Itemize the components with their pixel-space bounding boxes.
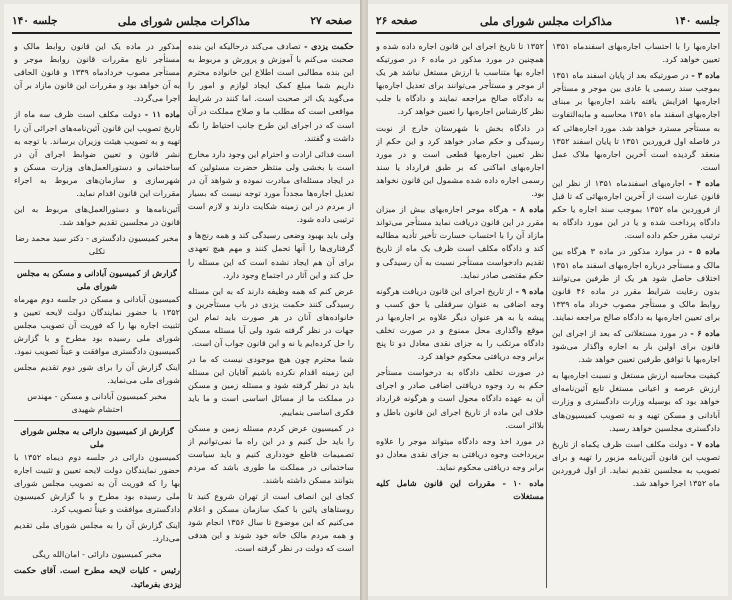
- book-gutter: [360, 0, 368, 600]
- paragraph: اینک گزارش آن را برای شور دوم تقدیم مجلس شورای ملی می‌نماید.: [14, 362, 180, 386]
- paragraph: آئین‌نامه‌ها و دستورالعمل‌های مربوط به این قانون در مجلسین تقدیم خواهد شد.: [14, 204, 180, 228]
- paragraph: عرض کنم که همه وظیفه دارند که به این مسئله رسیدگی کنند حکمت یزدی در باب مستأجرین و خانواده‌های آنان در هر صورت باید تمام این جهات در نظر گرفته شود ولی آیا مسئله مسکن را حل کرده‌ایم یا نه و این قانون جواب آن است.: [188, 285, 354, 349]
- paragraph: در مورد اخذ وجه دادگاه میتواند موجر را علاوه برپرداخت وجوه دریافتی به جزای نقدی معادل دو برابر وجه دریافتی محکوم نماید.: [376, 435, 544, 472]
- article-heading: ماده ۶ -: [690, 327, 720, 338]
- divider: [14, 420, 180, 421]
- column-divider: [180, 40, 181, 588]
- paragraph: ولی باید بهبود وضعی رسیدگی کند و همه رنج‌ها و گرفتاری‌ها را آنها تحمل کنند و مهم هیچ تعهدی برای آن هم ایجاد نشده است که این مسئله را حل کند و این آثار در اجتماع وجود دارد.: [188, 230, 354, 280]
- article-paragraph: ماده ۳ - در صورتیکه بعد از پایان اسفند ماه ۱۳۵۱ بموجب سند رسمی یا عادی بین موجر و مستأجر اجاره‌بها افزایش یافته باشد اجاره‌بها بر مبنای اجاره‌بهای اسفند ماه ۱۳۵۱ محاسبه و مابه‌التفاوت به مستأجر مسترد خواهد شد. مورد اجاره‌هائی که در فاصله اول فروردین ۱۳۵۱ تا پایان اسفند ۱۳۵۲ منعقد گردیده است آخرین اجاره‌بها ملاک عمل است.: [552, 70, 720, 172]
- report-heading: گزارش از کمیسیون آبادانی و مسکن به مجلس شورای ملی: [17, 267, 177, 291]
- article-heading: ماده ۸ -: [512, 204, 544, 215]
- text-column-left: [14, 40, 180, 590]
- paragraph: کجای این انصاف است از تهران شروع کنید تا روستاهای پائین با کمک سازمان مسکن و اعلام می‌کنیم که این موضوع تا سال ۱۳۵۶ انجام شود و همه مردم مالک خانه خود شوند و این هدفی است که دولت در نظر گرفته است.: [188, 491, 354, 554]
- paragraph: کمیسیون آبادانی و مسکن در جلسه دوم مهرماه ۱۳۵۲ با حضور نمایندگان دولت لایحه تعیین و تثبیت اجاره بها را که فوریت آن تصویب مجلس شورای ملی رسیده بود مطرح و با گزارش کمیسیون دادگستری موافقت و عیناً تصویب نمود.: [14, 293, 180, 357]
- speaker-name: حکمت یزدی -: [304, 41, 354, 51]
- paragraph: در کمیسیون عرض کردم مسئله زمین و مسکن را باید حل کنیم و در این راه ما نمی‌توانیم از تصمیمات قاطع خودداری کنیم و باید سیاست ساختمانی در مملکت ما طوری باشد که مردم بتوانند مسکن داشته باشند.: [188, 422, 354, 485]
- page-header: [376, 10, 720, 34]
- text-column-right: [188, 40, 354, 590]
- article-heading: ماده ۷ -: [690, 438, 720, 449]
- paragraph: اینک گزارش آن را به مجلس شورای ملی تقدیم می‌دارد.: [14, 520, 180, 544]
- page-header: [12, 10, 352, 34]
- column-divider: [546, 40, 547, 588]
- left-page: [4, 4, 360, 596]
- paragraph: مذکور در ماده یک این قانون روابط مالک و مستأجر تابع مقررات قانون روابط موجر و مستأجر مصوب خردادماه ۱۳۳۹ و قانون الحاقی به آن خواهد بود و مقررات این قانون مازاد بر آن اجرا می‌گردد.: [14, 41, 180, 104]
- article-heading: ماده ۹ -: [515, 285, 544, 296]
- article-heading: ماده ۴ -: [688, 177, 720, 188]
- page-number: صفحه ۲۷: [310, 15, 352, 27]
- session-number: جلسه ۱۴۰: [12, 15, 58, 27]
- article-paragraph: ماده ۸ - هرگاه موجر اجاره‌بهای بیش از میزان مقرر در این قانون دریافت نماید مستأجر می‌تواند مازاد آن را با احتساب خسارت تأخیر تأدیه مطالبه کند و دادگاه مکلف است ظرف یک ماه از تاریخ تقدیم دادخواست مستأجر نسبت به آن رسیدگی و حکم مقتضی صادر نماید.: [376, 204, 544, 280]
- signature-line: مخبر کمیسیون دادگستری - دکتر سید محمد رضا تکلی: [15, 233, 179, 257]
- journal-title: مذاکرات مجلس شورای ملی: [479, 14, 613, 28]
- divider: [14, 262, 180, 263]
- paragraph: اجاره‌بها را با احتساب اجاره‌بهای اسفندماه ۱۳۵۱ تعیین خواهد کرد.: [552, 41, 720, 65]
- paragraph: کمیسیون دارائی در جلسه دوم دیماه ۱۳۵۲ با حضور نمایندگان دولت لایحه تعیین و تثبیت اجاره بها را که فوریت آن به تصویب مجلس شورای ملی رسیده بود مطرح و با گزارش کمیسیون دادگستری موافقت و عیناً تصویب کرد.: [14, 451, 180, 515]
- article-heading: ماده ۵ -: [688, 246, 720, 257]
- text-column-right: [552, 40, 720, 590]
- article-paragraph: ماده ۵ - در موارد مذکور در ماده ۳ هرگاه بین مالک و مستأجر درباره اجاره‌بهای اسفند ماه ۱۳۵۱ اختلاف حاصل شود هر یک از طرفین می‌توانند بدون رعایت شرایط مقرر در ماده ۴۶ قانون روابط مالک و مستأجر مصوب خرداد ماه ۱۳۳۹ برای تعیین اجاره‌بها به دادگاه صالح مراجعه نمایند.: [552, 246, 720, 322]
- right-page: [368, 4, 728, 596]
- journal-title: مذاکرات مجلس شورای ملی: [117, 14, 251, 28]
- paragraph: رئیس - کلیات لایحه مطرح است. آقای حکمت یزدی بفرمائید.: [14, 565, 180, 589]
- article-paragraph: ماده ۱۱ - دولت مکلف است ظرف سه ماه از تاریخ تصویب این قانون آئین‌نامه‌های اجرائی آن را تهیه و به تصویب هیئت وزیران برساند. با توجه به نشر قانون و تعیین ضوابط اجرای آن در ساختمانی و دستورالعمل‌های وزارت مسکن و شهرسازی و سازمان‌های مربوط به اجراء مقررات این قانون اقدام نماید.: [14, 109, 180, 199]
- paragraph: ۱۳۵۲ تا تاریخ اجرای این قانون اجاره داده شده و همچنین در مورد مذکور در ماده ۶ در صورتیکه اجاره بها متناسب با ارزش مستغل نباشد هر یک از موجر و مستأجر می‌توانند برای تعدیل اجاره‌بها به دادگاه صالح مراجعه نمایند و دادگاه با جلب نظر کارشناس اجاره‌بها را تعیین خواهد کرد.: [376, 41, 544, 117]
- text-column-left: [376, 40, 544, 590]
- article-heading: ماده ۳ -: [691, 70, 720, 81]
- paragraph: شما محترم چون هیچ موجودی نیست که ما در این زمینه اقدام نکرده باشیم آقایان این مسئله باید در نظر گرفته شود و مسئله زمین و مسکن در مملکت ما از مسائل اساسی است و ما باید فکری اساسی بنماییم.: [188, 354, 354, 417]
- paragraph: در دادگاه بخش با شهرستان خارج از نوبت رسیدگی و حکم صادر خواهد کرد و این حکم از نظر تعیین اجاره‌بها قطعی است و در مورد اجاره‌بهای اماکنی که بر طبق قرارداد یا سند رسمی اجاره داده شده مشمول این قانون نخواهد بود.: [376, 122, 544, 199]
- paragraph: کیفیت محاسبه ارزش مستغل و نسبت اجاره‌بها به ارزش عرصه و اعیانی مستغل تابع آئین‌نامه‌ای خواهد بود که بوسیله وزارت دادگستری و وزارت آبادانی و مسکن تهیه و به تصویب کمیسیون‌های دادگستری مجلسین خواهد رسید.: [552, 370, 720, 433]
- article-paragraph: ماده ۶ - در مورد مستغلاتی که بعد از اجرای این قانون برای اولین بار به اجاره واگذار می‌شود اجاره‌بها با توافق طرفین تعیین خواهد شد.: [552, 327, 720, 365]
- paragraph: حکمت یزدی - تصادف می‌کند درحالیکه این بنده صحبت می‌کنم با آموزش و پرورش و مربوط به این بنده مطالبی است اطلاع این خانواده محترم داریم شما مبلغ کمک ایجاد لوازم و امور را می‌گوید یک اثر صحبت است. اما کنند در شرایط مواقعی است که مطلب ما و صلاح مملکت در آن است که در اجرای این طرح جانب احتیاط را نگه داشت و گفتند.: [188, 41, 354, 143]
- signature-line: مخبر کمیسیون آبادانی و مسکن - مهندس احتشام شهیدی: [27, 391, 167, 415]
- paragraph: در صورت تخلف دادگاه به درخواست مستأجر حکم به رد وجوه دریافتی اضافی صادر و اجرای آن به عهده دادگاه محول است و هرگونه قرارداد خلاف این ماده از تاریخ اجرای این قانون باطل و بلااثر است.: [376, 367, 544, 430]
- page-number: صفحه ۲۶: [376, 15, 418, 27]
- article-paragraph: ماده ۹ - از تاریخ اجرای این قانون دریافت هرگونه وجه اضافی به عنوان سرقفلی یا حق کسب و پیشه یا به هر عنوان دیگر علاوه بر اجاره‌بها در موقع واگذاری محل ممنوع و در صورت تخلف دادگاه مرتکب را به جزای نقدی معادل دو تا پنج برابر وجه دریافتی محکوم خواهد کرد.: [376, 285, 544, 362]
- paragraph: است فدائی ارادت و احترام این وجود دارد مخارج است با بخشی ولی منتظر حضرت مسئولین که در ایجاد مسئله‌ای مبادرت نموده و شواهد آن در تعدیل اجاره‌ها مجدداً مورد توجه نیست که بسیار از مردم در این زمینه شکایت دارند و لازم است ترتیبی داده شود.: [188, 148, 354, 225]
- article-heading: ماده ۱۰ - مقررات این قانون شامل کلیه مستغلات: [376, 478, 544, 502]
- signature-line: مخبر کمیسیون دارائی - امان‌الله ریگی: [32, 549, 162, 560]
- session-number: جلسه ۱۴۰: [674, 15, 720, 27]
- article-paragraph: ماده ۴ - اجاره‌بهای اسفندماه ۱۳۵۱ از نظر این قانون عبارت است از آخرین اجاره‌بهائی که تا قبل از فروردین ماه ۱۳۵۲ بموجب سند اجاره یا حکم دادگاه پرداخت شده و یا در این مورد دادگاه به ترتیب مقرر حکم داده است.: [552, 177, 720, 241]
- article-paragraph: ماده ۷ - دولت مکلف است ظرف یکماه از تاریخ تصویب این قانون آئین‌نامه مزبور را تهیه و برای تصویب به مجلسین تقدیم نماید. از اول فروردین ماه ۱۳۵۲ اجرا خواهد شد.: [552, 438, 720, 488]
- report-heading: گزارش از کمیسیون دارائی به مجلس شورای ملی: [20, 425, 174, 449]
- article-heading: ماده ۱۱ -: [144, 109, 180, 120]
